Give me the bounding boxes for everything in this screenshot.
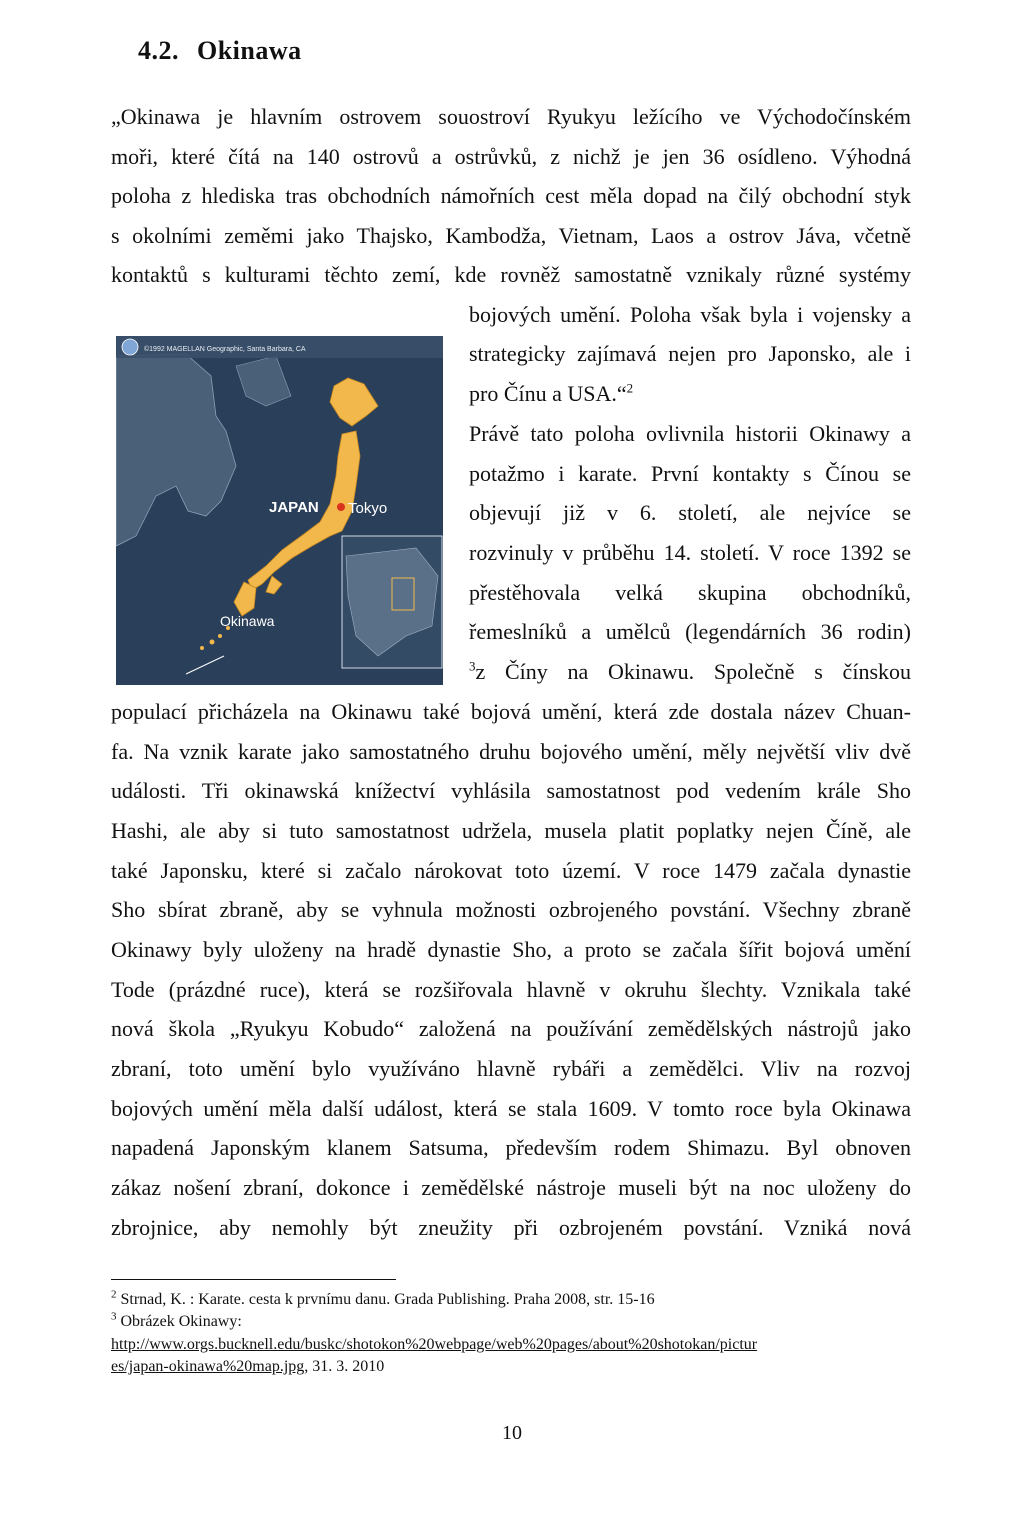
paragraph-line: také Japonsku, které si začalo nárokovat toto území. V roce 1479 začala dynastie: [111, 858, 911, 883]
footnote-link[interactable]: http://www.orgs.bucknell.edu/buskc/shotokon%20webpage/web%20pages/about%20shotokan/pictur: [111, 1336, 758, 1353]
paragraph-line: události. Tři okinawská knížectví vyhlásila samostatnost pod vedením krále Sho: [111, 778, 911, 803]
section-number: 4.2.: [138, 36, 179, 65]
footnote-ref-2: 2: [626, 380, 634, 396]
paragraph-line: poloha z hlediska tras obchodních námořních cest měla dopad na čilý obchodní styk: [111, 183, 911, 208]
paragraph-line: Sho sbírat zbraně, aby se vyhnula možnosti ozbrojeného povstání. Všechny zbraně: [111, 897, 911, 922]
map-label-tokyo: Tokyo: [348, 500, 388, 517]
paragraph-line: fa. Na vznik karate jako samostatného druhu bojového umění, měly největší vliv dvě: [111, 739, 911, 764]
paragraph-line: řemeslníků a umělců (legendárních 36 rodin): [469, 619, 911, 644]
map-label-okinawa: Okinawa: [220, 613, 275, 629]
footnote-ref-3: 3: [469, 658, 476, 674]
paragraph-line-text: z Číny na Okinawu. Společně s čínskou: [475, 659, 911, 684]
paragraph-line: zákaz nošení zbraní, dokonce i zemědělské nástroje museli být na noc uloženy do: [111, 1175, 911, 1200]
paragraph-line: napadená Japonským klanem Satsuma, především rodem Shimazu. Byl obnoven: [111, 1135, 911, 1160]
paragraph-line: strategicky zajímavá nejen pro Japonsko, ale i: [469, 341, 911, 366]
footnote-text: Strnad, K. : Karate. cesta k prvnímu danu. Grada Publishing. Praha 2008, str. 15-16: [120, 1291, 655, 1308]
footnote-date: , 31. 3. 2010: [304, 1358, 385, 1375]
globe-logo-icon: [122, 339, 138, 355]
paragraph-line: rozvinuly v průběhu 14. století. V roce 1392 se: [469, 540, 911, 565]
paragraph-line: zbraní, toto umění bylo využíváno hlavně rybáři a zemědělci. Vliv na rozvoj: [111, 1056, 911, 1081]
paragraph-line: „Okinawa je hlavním ostrovem souostroví Ryukyu ležícího ve Východočínském: [111, 104, 911, 129]
paragraph-line: nová škola „Ryukyu Kobudo“ založená na používání zemědělských nástrojů jako: [111, 1016, 911, 1041]
page-number: 10: [502, 1422, 522, 1444]
paragraph-line: Tode (prázdné ruce), která se rozšiřovala hlavně v okruhu šlechty. Vznikala také: [111, 977, 911, 1002]
footnote-mark: 3: [111, 1310, 117, 1323]
footnote-link-cont[interactable]: es/japan-okinawa%20map.jpg: [111, 1358, 305, 1375]
paragraph-line: [469, 657, 911, 687]
paragraph-line: bojových umění. Poloha však byla i vojensky a: [469, 302, 911, 327]
section-title: Okinawa: [197, 36, 302, 65]
footnote-3: [111, 1311, 911, 1332]
paragraph-line: moři, které čítá na 140 ostrovů a ostrůvků, z nichž je jen 36 osídleno. Výhodná: [111, 144, 911, 169]
paragraph-line: Hashi, ale aby si tuto samostatnost udržela, musela platit poplatky nejen Číně, ale: [111, 818, 911, 843]
paragraph-line: kontaktů s kulturami těchto zemí, kde rovněž samostatně vznikaly různé systémy: [111, 262, 911, 287]
okinawa-map-image: [116, 336, 443, 685]
paragraph-line: objevují již v 6. století, ale nejvíce se: [469, 500, 911, 525]
footnote-text: Obrázek Okinawy:: [120, 1313, 242, 1330]
map-copyright: ©1992 MAGELLAN Geographic, Santa Barbara, CA: [144, 346, 306, 353]
paragraph-line: Právě tato poloha ovlivnila historii Okinawy a: [469, 421, 911, 446]
paragraph-line: s okolními zeměmi jako Thajsko, Kambodža, Vietnam, Laos a ostrov Jáva, včetně: [111, 223, 911, 248]
footnote-mark: 2: [111, 1288, 117, 1301]
paragraph-line: populací přicházela na Okinawu také bojová umění, která zde dostala název Chuan-: [111, 699, 911, 724]
tokyo-marker: [337, 503, 345, 511]
footnote-separator: [111, 1279, 396, 1280]
footnote-2: [111, 1289, 911, 1310]
paragraph-line: [469, 379, 911, 409]
map-label-japan: JAPAN: [269, 499, 319, 516]
paragraph-line: zbrojnice, aby nemohly být zneužity při ozbrojeném povstání. Vzniká nová: [111, 1215, 911, 1240]
footnote-3-link-line: [111, 1356, 911, 1377]
paragraph-line: přestěhovala velká skupina obchodníků,: [469, 580, 911, 605]
paragraph-line: potažmo i karate. První kontakty s Čínou se: [469, 461, 911, 486]
paragraph-line: bojových umění měla další událost, která se stala 1609. V tomto roce byla Okinawa: [111, 1096, 911, 1121]
footnote-3-link-line: [111, 1334, 911, 1355]
quote-end-text: pro Čínu a USA.“: [469, 381, 627, 406]
section-heading: [138, 36, 302, 66]
paragraph-line: Okinawy byly uloženy na hradě dynastie Sho, a proto se začala šířit bojová umění: [111, 937, 911, 962]
